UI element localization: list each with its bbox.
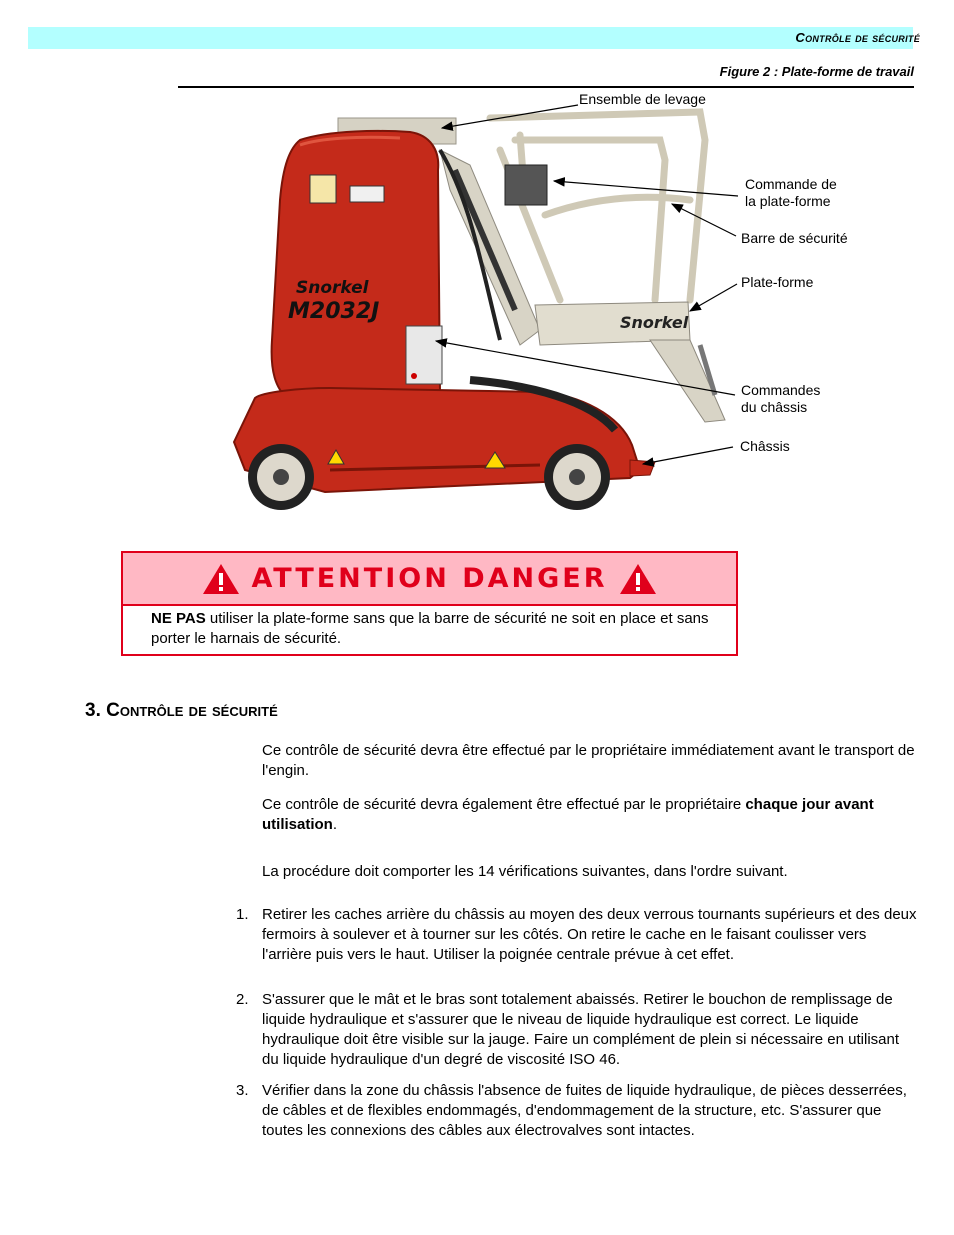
danger-message xyxy=(151,609,711,649)
paragraph-1: Ce contrôle de sécurité devra être effectué par le propriétaire immédiatement avant le transport de l'engin. xyxy=(262,742,915,779)
danger-title: ATTENTION DANGER xyxy=(251,563,608,594)
platform-control-box xyxy=(505,165,547,205)
paragraph-2 xyxy=(262,795,917,835)
front-wheel xyxy=(544,444,610,510)
paragraph-3: La procédure doit comporter les 14 vérifications suivantes, dans l'ordre suivant. xyxy=(262,863,788,880)
warning-labels xyxy=(310,175,336,203)
section-title: 3. Contrôle de sécurité xyxy=(85,700,278,721)
paragraph-2-lead: Ce contrôle de sécurité devra également être effectué par le propriétaire xyxy=(262,796,746,813)
danger-notice xyxy=(121,551,738,656)
callout-lift: Ensemble de levage xyxy=(579,91,706,107)
leader-chassis xyxy=(643,447,733,464)
rear-wheel xyxy=(248,444,314,510)
list-item-text: Vérifier dans la zone du châssis l'absence de fuites de liquide hydraulique, de pièces desserrées, de câbles et de flexibles endommagés, d'endommagement de la structure, etc. S'assurer que toutes les connexions des câbles aux électrovalves sont intactes. xyxy=(262,1082,907,1139)
running-header-title: Contrôle de sécurité xyxy=(795,30,920,45)
callout-chassis-controls-1: Commandes xyxy=(741,382,821,398)
callout-guard-bar: Barre de sécurité xyxy=(741,230,848,246)
danger-bold-lead: NE PAS xyxy=(151,610,206,627)
leader-platform xyxy=(690,284,737,311)
list-item-number: 2. xyxy=(236,991,249,1008)
callout-platform-control-2: la plate-forme xyxy=(745,193,831,209)
list-item-text: Retirer les caches arrière du châssis au moyen des deux verrous tournants supérieurs et des deux fermoirs à soulever et à tourner sur les côtés. On retire le cache en le faisant coulisser vers l'arrière puis vers le haut. Utiliser la poignée centrale prévue à cet effet. xyxy=(262,906,917,963)
lift-machine-illustration xyxy=(0,0,954,540)
callout-chassis-controls-2: du châssis xyxy=(741,399,808,415)
list-item-number: 1. xyxy=(236,906,249,923)
machine-brand-logo: Snorkel xyxy=(296,278,369,298)
paragraph-2-end: . xyxy=(332,816,338,833)
danger-header xyxy=(123,553,736,606)
machine-model-logo: M2032J xyxy=(288,299,380,324)
paragraph-2-bold: chaque jour avant utilisation xyxy=(262,796,874,833)
warning-triangle-icon xyxy=(618,562,658,596)
callout-platform-control-1: Commande de xyxy=(745,176,837,192)
callout-platform: Plate-forme xyxy=(741,274,814,290)
platform-guardrail xyxy=(490,112,705,300)
callout-chassis: Châssis xyxy=(740,438,790,454)
figure-caption: Figure 2 : Plate-forme de travail xyxy=(719,64,914,79)
list-item-text: S'assurer que le mât et le bras sont totalement abaissés. Retirer le bouchon de remplissage de liquide hydraulique et s'assurer que le niveau de liquide hydraulique est correct. Le liquide hydraulique doit être visible sur la jauge. Faire un complément de plein si nécessaire en utilisant du liquide hydraulique d'un degré de viscosité ISO 46. xyxy=(262,991,900,1068)
danger-message-text: utiliser la plate-forme sans que la barre de sécurité ne soit en place et sans porter le harnais de sécurité. xyxy=(151,610,709,647)
platform-brand-logo: Snorkel xyxy=(620,313,689,332)
leader-platform-control xyxy=(554,181,738,196)
list-item-number: 3. xyxy=(236,1082,249,1099)
leader-guard-bar xyxy=(672,204,736,236)
warning-triangle-icon xyxy=(201,562,241,596)
